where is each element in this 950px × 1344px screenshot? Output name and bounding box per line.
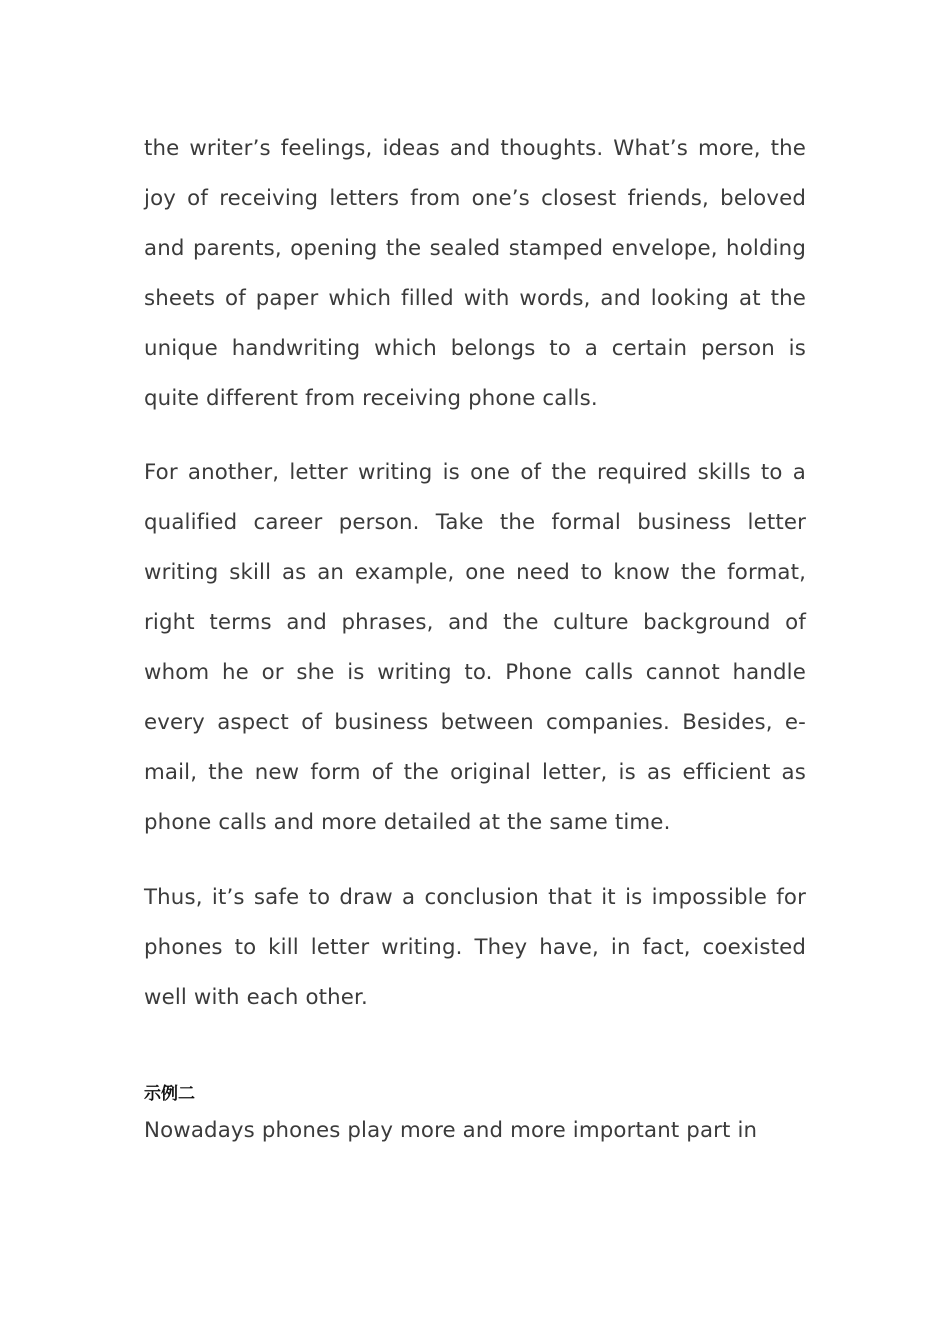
document-body	[144, 124, 806, 1156]
paragraph-example-two-start: Nowadays phones play more and more important part in	[144, 1118, 758, 1144]
paragraph-career-skill: For another, letter writing is one of the required skills to a qualified career person. Take the formal business letter writing skill as an example, one need to know the format, right terms and phrases, and the culture background of whom he or she is writing to. Phone calls cannot handle every aspect of business between companies. Besides, e-mail, the new form of the original letter, is as efficient as phone calls and more detailed at the same time.	[144, 460, 806, 835]
paragraph-conclusion: Thus, it’s safe to draw a conclusion that it is impossible for phones to kill letter writing. They have, in fact, coexisted well with each other.	[144, 884, 806, 1010]
paragraph-letters-joy: the writer’s feelings, ideas and thoughts. What’s more, the joy of receiving letters from one’s closest friends, beloved and parents, opening the sealed stamped envelope, holding sheets of paper which filled with words, and looking at the unique handwriting which belongs to a certain person is quite different from receiving phone calls.	[144, 136, 806, 411]
section-heading: 示例二	[144, 1084, 195, 1105]
